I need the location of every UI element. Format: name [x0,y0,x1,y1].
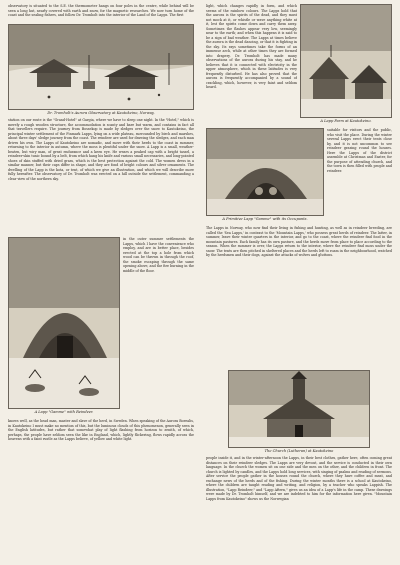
right-column [206,4,392,546]
lapp-farm-illustration [300,4,392,118]
aurora-observatory-illustration [8,24,194,110]
farm-drawing [301,5,392,117]
left-column [8,4,194,527]
left-para-top: observatory is situated to the S.E. the thermometer hangs on four poles in the centre, while behind will be seen a long hut, nearly covered with earth and snow, for the magnetic researches. We now turn home of the coast and the sealing fishers, and follow Dr. Tromholt into the interior of the Land of the Lapps. The first [8,4,194,17]
figure-caption: A Lapp Farm at Kautokeino. [320,119,372,123]
observatory-drawing [9,25,194,109]
left-para-beside-figure: in the outer summer settlements the Lapps, which I have the convenience who employ, and are in better place, besides erected at the top a hole from which wood can be thrown in through the roof, the smoke escaping through the same opening above, and the fire burning in the middle of the floor. [123,237,194,273]
right-para-top: light, which changes rapidly in form, and which seems of the rainbow colours. The Lapps hold that the aurora is the spirits of the dead, and they must not mock at it, or whistle or wave anything white at it, lest the spirits come down and carry them away. Sometimes the flashes appear very low, seemingly near to the earth; and when this happens it is said to be a sign of bad weather. The Lapps at times believe the aurora is the dead dancing, or that it is fighting in the sky. Its rays sometimes take the forms of an immense arch, while at other times they are formed into drapery. Dr. Tromholt has made many observations of the aurora during his stay, and he believes that it is connected with electricity in the upper atmosphere, which in these latitudes is very frequently disturbed. He has also proved that the aurora is frequently accompanied by a sound of crackling, which, however, is very faint and seldom heard. [206,4,297,89]
left-para-bottom: knows well, as the head man, master and slave of the herd, in Sweden. When speaking of the Aurora Borealis, in Kautokeino I must make no mention of this, but the luminous clouds of this phenomenon, generally seen in the English latitudes, but rather that somewhat play of light flashing from horizon to zenith, of which, perhaps, the people have seldom seen the like in England, which, lightly flickering, flows rapidly across the heavens with a faint rustle as the Lapps believe, of yellow and white light. [8,419,194,441]
primitive-gamme-drawing [207,129,324,215]
right-para-bottom: people inside it, and in the winter-afternoon the Lapps, in their best clothes, gather here, often coming great distances on their reindeer sledges. The Lapps are very devout, and the service is conducted in their own language. In the church the women sit on one side and the men on the other, and the children in front. The church is lighted by candles, and the Lapps hold long services, with singing of psalms and reading of sermons. After service the people gather in the houses round the church, where they have coffee and meat, and exchange news of the herds and of the fishing. During the winter months there is a school at Kautokeino, where the children are taught reading and writing, and religion, by a teacher who speaks Lappish. The illustration, "Lapp Reindeer," and "Lapp Aftern," gives us an idea of a Lapp's life in the camp. These drawings were made by Dr. Tromholt himself, and we are indebted to him for the information here given. "Mountain Lapps from Kautokeino" shows us the Norwegian [206,456,392,501]
figure-caption: A Primitive Lapp "Gamme" with its Occupants. [222,217,308,221]
gamme-drawing [9,238,120,408]
left-para-mid: station on our route is the "Grand-Hotel" at Gargia, where we have to sleep one night. In the "Hotel," which is merely a rough wooden structure, the accommodation is scanty and bare but warm, and contains in fact all that travellers require. The journey from Bossekop is made by sledges over the snow to Kautokeino, the principal winter settlement of the Finmark Lapps, lying on a wide plateau, surrounded by birch and marshes, about three days' sledge journey from the coast. The reindeer are used for drawing the sledges, and each man drives his own. The Lapps of Kautokeino are nomadic, and move with their herds to the coast in summer, returning to the interior in autumn, where the moss is plentiful under the snow. A Lapp is a small, weather-beaten, but wiry man, of great endurance and a keen eye. He wears a peaked cap with a bright tassel, a reindeer-skin tunic bound by a belt, from which hang his knife and various small necessaries, and long-pointed shoes of skin stuffed with dried grass, which is the best protection against the cold. The women dress in a similar manner, but their caps differ in shape, and they are fond of bright colours and silver ornaments. The dwelling of the Lapp is the kota, or tent, of which we give an illustration, and which we will describe more fully hereafter. The observatory of Dr. Tromholt was erected on a hill outside the settlement, commanding a clear view of the northern sky. [8,118,194,181]
right-para-beside-figure: suitable for visitors and the public, who visit the place. During the winter several Lapps erect their tents close by, and it is not uncommon to see reindeer grazing round the houses. Here the Lapps of the district assemble at Christmas and Easter, for the purpose of attending church, and the town is then filled with people and reindeer. [327,128,392,173]
lapp-gamme-illustration [8,237,120,409]
figure-caption: Dr. Tromholt's Aurora Observatory at Kautokeino, Norway. [47,111,155,115]
figure-caption: The Church (Lutheran) at Kautokeino [264,449,334,453]
primitive-gamme-illustration [206,128,324,216]
figure-caption: A Lapp "Gamme" with Reindeer. [34,410,94,414]
right-para-mid: The Lapps in Norway, who now find their living in fishing and hunting, as well as in reindeer breeding, are called the 'Sea Lapps,' in contrast to the 'Mountain Lapps,' who possess great herds of reindeer. The latter, in summer, leave their winter quarters in the interior, and go to the coast, where the reindeer find food in the mountain pastures. Each family has its own pasture, and the herds move from place to place according to the season. When the summer is over, the Lapps return to the interior, where the reindeer find moss under the snow. The tents are then pitched in sheltered places and the herds left to roam in the neighbourhood, watched by the herdsmen and their dogs, against the attacks of wolves and gluttons. [206,226,392,257]
church-illustration [228,370,370,448]
church-drawing [229,371,369,447]
